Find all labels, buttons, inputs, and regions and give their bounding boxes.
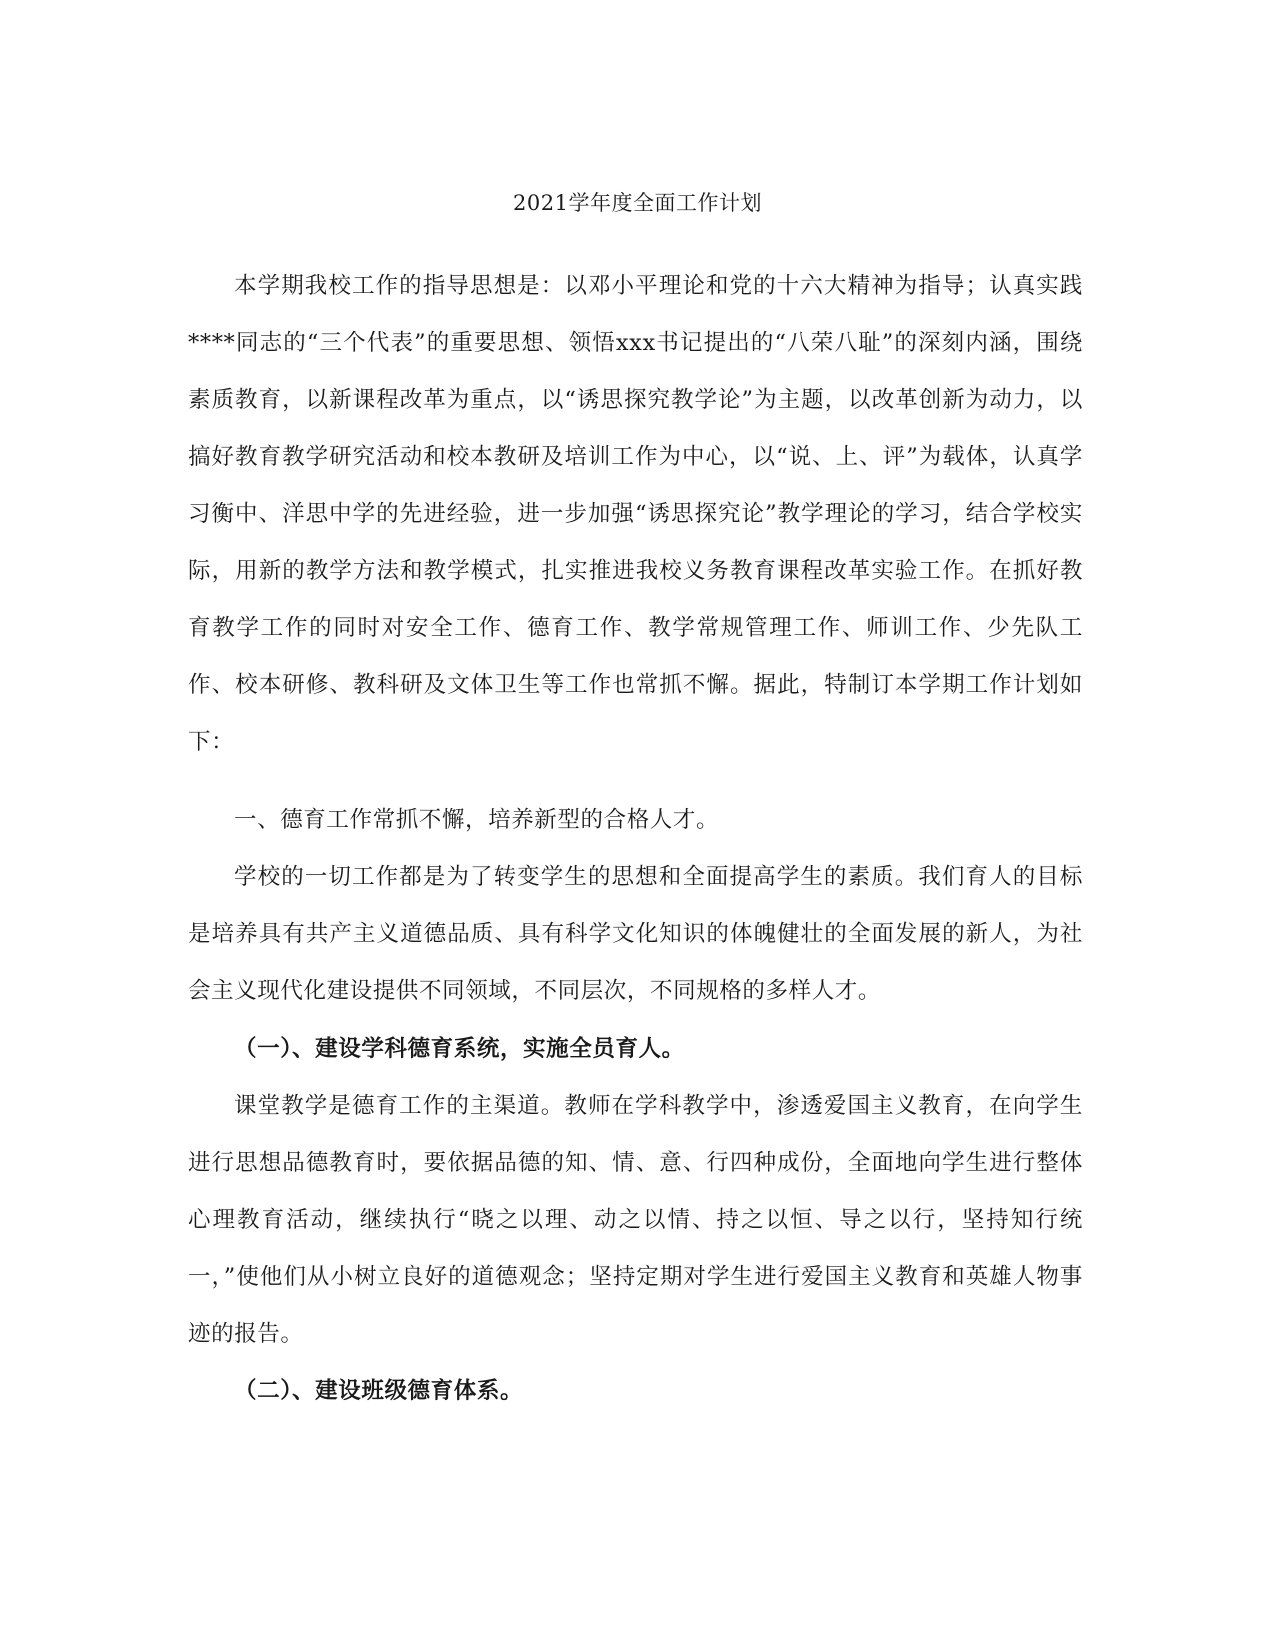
document-title: 2021学年度全面工作计划 [513,191,762,215]
subsection-heading-subject-moral-system: （一）、建设学科德育系统，实施全员育人。 [234,1036,685,1062]
section-paragraph-education-goal: 学校的一切工作都是为了转变学生的思想和全面提高学生的素质。我们育人的目标是培养具有共产主义道德品质、具有科学文化知识的体魄健壮的全面发展的新人，为社会主义现代化建设提供不同领域，不同层次，不同规格的多样人才。 [188,864,1083,1004]
subsection-paragraph-classroom-teaching: 课堂教学是德育工作的主渠道。教师在学科教学中，渗透爱国主义教育，在向学生进行思想品德教育时，要依据品德的知、情、意、行四种成份，全面地向学生进行整体心理教育活动，继续执行“晓之以理、动之以情、持之以恒、导之以行，坚持知行统一，”使他们从小树立良好的道德观念；坚持定期对学生进行爱国主义教育和英雄人物事迹的报告。 [188,1093,1083,1347]
subsection-heading-class-moral-system: （二）、建设班级德育体系。 [234,1378,524,1404]
intro-paragraph: 本学期我校工作的指导思想是：以邓小平理论和党的十六大精神为指导；认真实践****同志的“三个代表”的重要思想、领悟xxx书记提出的“八荣八耻”的深刻内涵，围绕素质教育，以新课程改革为重点，以“诱思探究教学论”为主题，以改革创新为动力，以搞好教育教学研究活动和校本教研及培训工作为中心，以“说、上、评”为载体，认真学习衡中、洋思中学的先进经验，进一步加强“诱思探究论”教学理论的学习，结合学校实际，用新的教学方法和教学模式，扎实推进我校义务教育课程改革实验工作。在抓好教育教学工作的同时对安全工作、德育工作、教学常规管理工作、师训工作、少先队工作、校本研修、教科研及文体卫生等工作也常抓不懈。据此，特制订本学期工作计划如下： [188,273,1083,755]
section-heading-moral-education: 一、德育工作常抓不懈，培养新型的合格人才。 [234,807,720,833]
